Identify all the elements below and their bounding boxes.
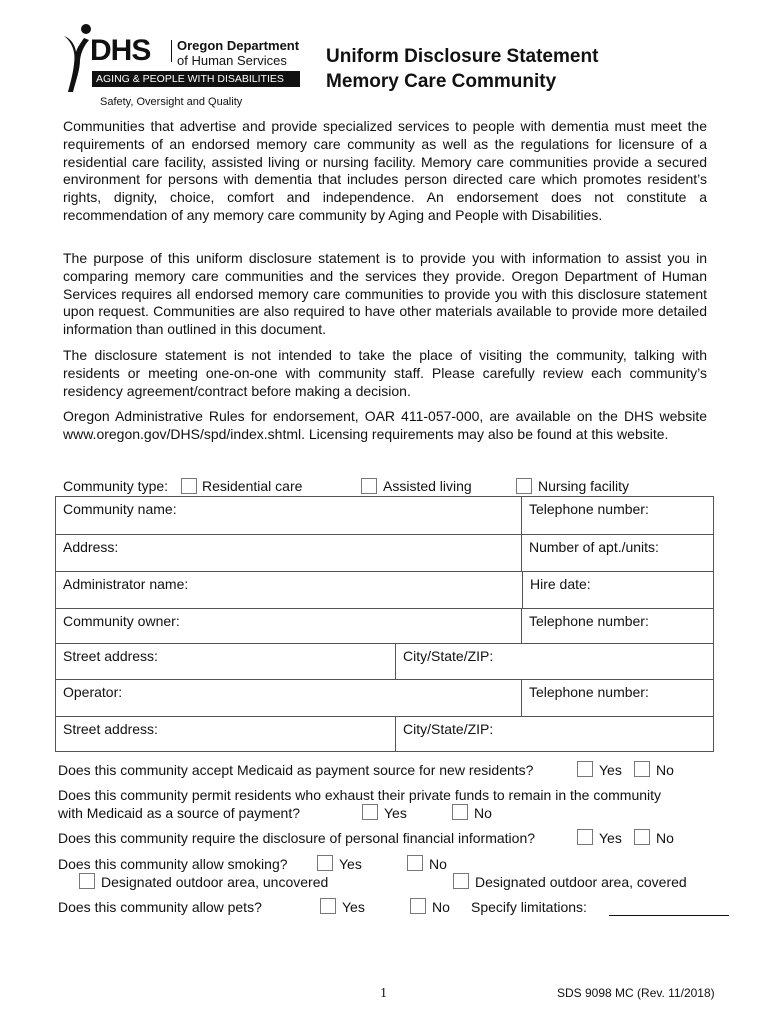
units-field[interactable]: Number of apt./units:	[529, 539, 659, 555]
private-funds-question-line1: Does this community permit residents who exhaust their private funds to remain in the community	[58, 787, 662, 803]
dhs-logo	[62, 22, 307, 97]
logo-divider	[171, 40, 172, 62]
specify-limitations-label: Specify limitations:	[471, 899, 587, 915]
smoking-covered-checkbox[interactable]	[453, 873, 469, 889]
pets-no-label: No	[432, 899, 450, 915]
operator-city-field[interactable]: City/State/ZIP:	[403, 721, 494, 737]
nursing-facility-checkbox[interactable]	[516, 478, 532, 494]
tagline: Safety, Oversight and Quality	[100, 96, 243, 108]
nursing-facility-label: Nursing facility	[538, 478, 630, 494]
owner-field[interactable]: Community owner:	[56, 609, 522, 643]
org-name-line1: Oregon Department	[177, 38, 300, 53]
telephone-field-1[interactable]: Telephone number:	[529, 501, 649, 517]
financial-no-label: No	[656, 830, 674, 846]
form-number: SDS 9098 MC (Rev. 11/2018)	[557, 986, 715, 1000]
operator-field[interactable]: Operator:	[56, 680, 522, 716]
logo-text: DHS	[90, 34, 151, 67]
hire-date-field[interactable]: Hire date:	[530, 576, 591, 592]
community-info-form	[55, 496, 714, 752]
disclaimer-paragraph: The disclosure statement is not intended to take the place of visiting the community, talking with residents or meeting one-on-one with community staff. Please carefully review each community’s residency agreement/contract before making a decision.	[63, 347, 707, 399]
org-name-line2: of Human Services	[177, 53, 287, 68]
document-title	[326, 44, 598, 94]
community-type-label: Community type:	[63, 478, 169, 494]
financial-yes-checkbox[interactable]	[577, 829, 593, 845]
intro-paragraph: Communities that advertise and provide specialized services to people with dementia must meet the requirements of an endorsed memory care community as well as the regulations for licensure of a residential care facility, assisted living or nursing facility. Memory care communities provide a secured environment for persons with dementia that includes person directed care which promotes resident’s rights, dignity, choice, comfort and independence. An endorsement does not constitute a recommendation of any memory care community by Aging and People with Disabilities.	[63, 118, 707, 223]
owner-city-field[interactable]: City/State/ZIP:	[403, 648, 494, 664]
rules-paragraph: Oregon Administrative Rules for endorsement, OAR 411-057-000, are available on the DHS website www.oregon.gov/DHS/spd/index.shtml. Licensing requirements may also be found at this website.	[63, 408, 707, 442]
specify-limitations-input[interactable]	[609, 915, 729, 916]
purpose-paragraph: The purpose of this uniform disclosure statement is to provide you with information to assist you in comparing memory care communities and the services they provide. Oregon Department of Human Services requires all endorsed memory care communities to provide you with this disclosure statement upon request. Communities are also required to have other materials available to provide more detailed information than outlined in this document.	[63, 250, 707, 338]
community-name-field[interactable]: Community name:	[56, 497, 522, 534]
pets-yes-checkbox[interactable]	[320, 898, 336, 914]
address-field[interactable]: Address:	[56, 535, 522, 571]
smoking-yes-checkbox[interactable]	[317, 855, 333, 871]
title-line1: Uniform Disclosure Statement	[326, 46, 599, 67]
medicaid-question	[58, 761, 533, 779]
pets-yes-label: Yes	[342, 899, 365, 915]
telephone-field-2[interactable]: Telephone number:	[529, 613, 649, 629]
medicaid-no-checkbox[interactable]	[634, 761, 650, 777]
telephone-field-3[interactable]: Telephone number:	[529, 684, 649, 700]
residential-care-label: Residential care	[202, 478, 303, 494]
org-division-bar: AGING & PEOPLE WITH DISABILITIES	[92, 71, 300, 87]
medicaid-yes-label: Yes	[599, 762, 622, 778]
smoking-no-label: No	[429, 856, 447, 872]
financial-question: Does this community require the disclosure of personal financial information?	[58, 830, 536, 846]
residential-care-checkbox[interactable]	[181, 478, 197, 494]
title-line2: Memory Care Community	[326, 71, 557, 92]
smoking-no-checkbox[interactable]	[407, 855, 423, 871]
medicaid-no-label: No	[656, 762, 674, 778]
smoking-covered-label: Designated outdoor area, covered	[475, 874, 687, 890]
private-funds-yes-checkbox[interactable]	[362, 804, 378, 820]
smoking-uncovered-label: Designated outdoor area, uncovered	[101, 874, 329, 890]
financial-no-checkbox[interactable]	[634, 829, 650, 845]
assisted-living-label: Assisted living	[383, 478, 472, 494]
community-type-row	[0, 478, 770, 496]
pets-question: Does this community allow pets?	[58, 899, 262, 915]
page-number: 1	[380, 986, 387, 1001]
smoking-question: Does this community allow smoking?	[58, 856, 288, 872]
private-funds-question-line2: with Medicaid as a source of payment?	[58, 805, 301, 821]
operator-street-field[interactable]: Street address:	[56, 717, 396, 751]
private-funds-yes-label: Yes	[384, 805, 407, 821]
smoking-uncovered-checkbox[interactable]	[79, 873, 95, 889]
smoking-yes-label: Yes	[339, 856, 362, 872]
medicaid-question-text: Does this community accept Medicaid as payment source for new residents?	[58, 762, 534, 778]
owner-street-field[interactable]: Street address:	[56, 644, 396, 679]
administrator-field[interactable]: Administrator name:	[56, 572, 523, 608]
assisted-living-checkbox[interactable]	[361, 478, 377, 494]
financial-yes-label: Yes	[599, 830, 622, 846]
private-funds-no-checkbox[interactable]	[452, 804, 468, 820]
private-funds-no-label: No	[474, 805, 492, 821]
pets-no-checkbox[interactable]	[410, 898, 426, 914]
medicaid-yes-checkbox[interactable]	[577, 761, 593, 777]
